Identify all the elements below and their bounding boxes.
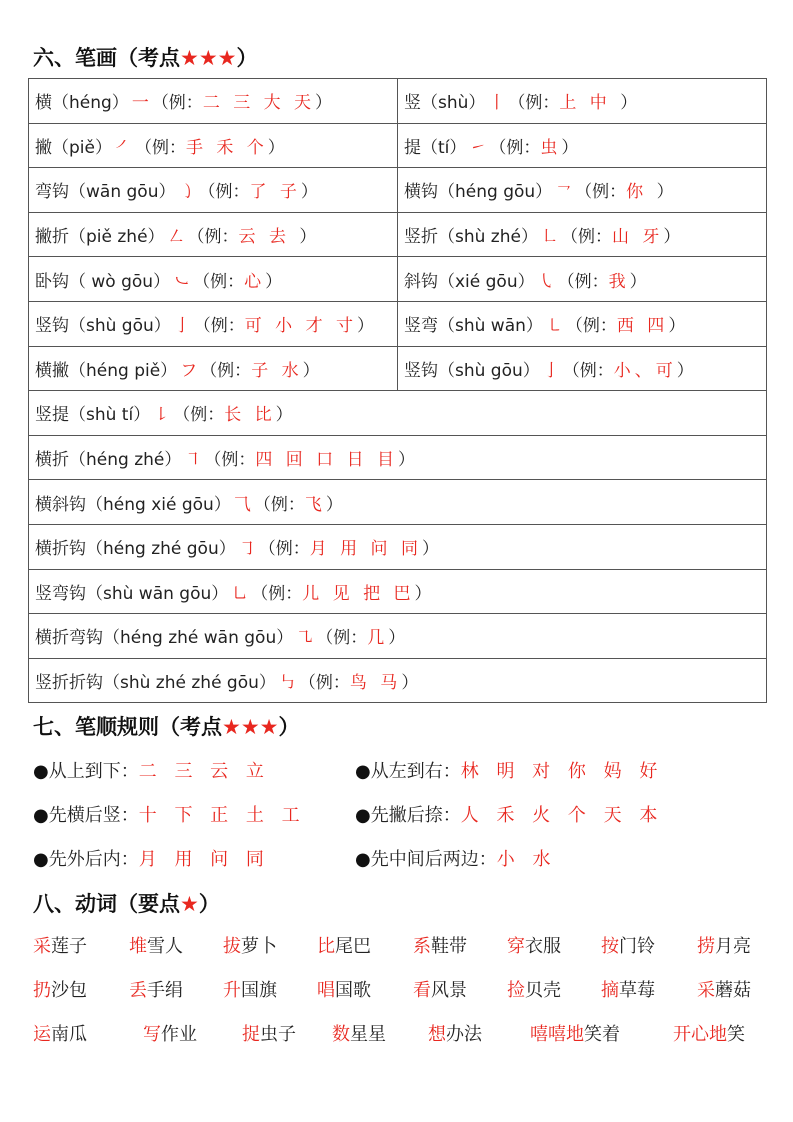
verb-word: 堆 <box>129 936 147 957</box>
verb-object: 作业 <box>161 1024 197 1045</box>
stroke-symbol: ㇆ <box>238 539 256 560</box>
section-6-heading <box>33 42 257 72</box>
stroke-name: 横折钩（héng zhé gōu） <box>35 539 236 560</box>
example-prefix: （例： <box>298 673 350 694</box>
section-7-heading <box>33 711 299 741</box>
rule-item <box>355 757 663 783</box>
example-close: ） <box>401 673 419 694</box>
stroke-name: 横钩（héng gōu） <box>404 182 553 203</box>
stroke-symbol: ㇙ <box>153 405 171 426</box>
stroke-symbol: ㇕ <box>184 450 202 471</box>
stroke-cell <box>29 346 398 391</box>
star-icon: ★★★ <box>180 46 237 70</box>
stroke-cell <box>29 658 767 703</box>
example-prefix: （例： <box>134 137 186 158</box>
example-characters: 月 用 问 同 <box>309 539 422 560</box>
stroke-cell <box>29 301 398 346</box>
verb-word: 开心地 <box>673 1024 727 1045</box>
example-prefix: （例： <box>200 360 252 381</box>
bullet-icon: ● <box>355 805 371 826</box>
stroke-symbol: ㇄ <box>545 316 563 337</box>
verb-word: 数 <box>332 1024 350 1045</box>
rule-example: 人 禾 火 个 天 本 <box>460 805 664 826</box>
stroke-symbol: ㇗ <box>540 227 558 248</box>
example-close: ） <box>676 360 694 381</box>
verb-row <box>33 976 763 1006</box>
stroke-name: 竖弯（shù wān） <box>404 316 543 337</box>
bullet-icon: ● <box>355 761 371 782</box>
verb-object: 国歌 <box>335 980 371 1001</box>
verb-phrase <box>413 976 467 1002</box>
section-8-heading <box>33 888 220 918</box>
verb-object: 办法 <box>446 1024 482 1045</box>
example-characters: 云 去 <box>238 227 300 248</box>
stroke-name: 提（tí） <box>404 137 467 158</box>
example-characters: 我 <box>608 271 630 292</box>
stroke-cell <box>29 435 767 480</box>
star-icon: ★ <box>180 892 199 916</box>
example-characters: 飞 <box>304 494 326 515</box>
table-row <box>29 435 767 480</box>
stroke-symbol: ㇟ <box>231 583 249 604</box>
example-characters: 子 水 <box>251 360 303 381</box>
example-characters: 二 三 大 天 <box>202 93 316 114</box>
verb-phrase <box>317 976 371 1002</box>
stroke-cell <box>29 212 398 257</box>
verb-object: 蘑菇 <box>715 980 751 1001</box>
rule-example: 小 水 <box>496 849 557 870</box>
example-close: ） <box>421 539 439 560</box>
verb-object: 南瓜 <box>51 1024 87 1045</box>
verb-phrase <box>129 932 183 958</box>
example-characters: 西 四 <box>616 316 669 337</box>
verb-object: 草莓 <box>619 980 655 1001</box>
stroke-name: 竖折折钩（shù zhé zhé gōu） <box>35 673 276 694</box>
verb-word: 想 <box>428 1024 446 1045</box>
stroke-cell <box>398 257 767 302</box>
example-close: ） <box>302 360 320 381</box>
stroke-cell <box>29 524 767 569</box>
stroke-symbol: フ <box>180 360 198 381</box>
table-row <box>29 658 767 703</box>
example-close: ） <box>629 271 647 292</box>
verb-phrase <box>697 976 751 1002</box>
verb-phrase <box>332 1020 386 1046</box>
rule-item <box>33 845 270 871</box>
verb-phrase <box>507 976 561 1002</box>
example-characters: 你 <box>626 182 657 203</box>
rule-label: 先撇后捺： <box>370 805 461 826</box>
verb-word: 扔 <box>33 980 51 1001</box>
example-close: ） <box>397 450 415 471</box>
rule-item <box>33 801 306 827</box>
example-characters: 山 牙 <box>611 227 664 248</box>
verb-object: 鞋带 <box>431 936 467 957</box>
stroke-cell <box>398 212 767 257</box>
example-characters: 鸟 马 <box>349 673 402 694</box>
section-8-title: 八、动词（要点 <box>33 892 180 916</box>
section-7-close: ） <box>278 715 300 739</box>
section-8-close: ） <box>198 892 220 916</box>
verb-word: 看 <box>413 980 431 1001</box>
section-6-title: 六、笔画（考点 <box>33 46 180 70</box>
verb-word: 唱 <box>317 980 335 1001</box>
verb-word: 升 <box>223 980 241 1001</box>
stroke-symbol: ㇖ <box>555 182 573 203</box>
verb-object: 手绢 <box>147 980 183 1001</box>
example-prefix: （例： <box>193 316 245 337</box>
example-close: ） <box>315 93 333 114</box>
stroke-symbol: 亅 <box>173 316 191 337</box>
stroke-cell <box>29 123 398 168</box>
stroke-cell <box>398 346 767 391</box>
example-characters: 了 子 <box>249 182 301 203</box>
strokes-table <box>28 78 767 703</box>
stroke-name: 竖钩（shù gōu） <box>404 360 540 381</box>
verb-phrase <box>242 1020 296 1046</box>
stroke-symbol: ㇒ <box>114 137 132 158</box>
verb-object: 风景 <box>431 980 467 1001</box>
verb-word: 捞 <box>697 936 715 957</box>
verb-word: 运 <box>33 1024 51 1045</box>
example-close: ） <box>325 494 343 515</box>
example-characters: 几 <box>367 628 389 649</box>
verb-phrase <box>129 976 183 1002</box>
rule-item <box>33 757 270 783</box>
table-row <box>29 569 767 614</box>
rule-label: 先中间后两边： <box>370 849 497 870</box>
example-prefix: （例： <box>193 271 245 292</box>
example-prefix: （例： <box>562 360 614 381</box>
verb-phrase <box>223 976 277 1002</box>
stroke-cell <box>29 168 398 213</box>
example-characters: 儿 见 把 巴 <box>302 583 415 604</box>
verb-object: 月亮 <box>715 936 751 957</box>
example-prefix: （例： <box>251 583 303 604</box>
stroke-name: 横（héng） <box>35 93 129 114</box>
stroke-name: 横折弯钩（héng zhé wān gōu） <box>35 628 294 649</box>
bullet-icon: ● <box>33 805 49 826</box>
stroke-cell <box>29 569 767 614</box>
stroke-name: 竖钩（shù gōu） <box>35 316 171 337</box>
verb-phrase <box>33 976 87 1002</box>
example-close: ） <box>414 583 432 604</box>
rule-label: 从上到下： <box>48 761 139 782</box>
verb-object: 虫子 <box>260 1024 296 1045</box>
verb-phrase <box>33 1020 87 1046</box>
table-row <box>29 391 767 436</box>
verb-object: 衣服 <box>525 936 561 957</box>
rule-example: 十 下 正 土 工 <box>138 805 306 826</box>
stroke-cell <box>398 79 767 124</box>
bullet-icon: ● <box>33 761 49 782</box>
example-close: ） <box>620 93 638 114</box>
verb-phrase <box>601 932 655 958</box>
verb-object: 莲子 <box>51 936 87 957</box>
example-close: ） <box>267 137 285 158</box>
example-close: ） <box>656 182 674 203</box>
stroke-symbol: 一 <box>131 93 149 114</box>
verb-word: 写 <box>143 1024 161 1045</box>
example-prefix: （例： <box>489 137 541 158</box>
example-characters: 小、可 <box>613 360 677 381</box>
verb-word: 采 <box>697 980 715 1001</box>
example-characters: 可 小 才 寸 <box>244 316 357 337</box>
verb-object: 笑 <box>727 1024 745 1045</box>
stroke-name: 横撇（héng piě） <box>35 360 178 381</box>
bullet-icon: ● <box>33 849 49 870</box>
stroke-symbol: ㇂ <box>537 271 555 292</box>
stroke-name: 斜钩（xié gōu） <box>404 271 535 292</box>
example-prefix: （例： <box>253 494 305 515</box>
example-close: ） <box>388 628 406 649</box>
verb-word: 摘 <box>601 980 619 1001</box>
example-prefix: （例： <box>173 405 225 426</box>
verb-word: 系 <box>413 936 431 957</box>
verb-object: 国旗 <box>241 980 277 1001</box>
rule-example: 二 三 云 立 <box>138 761 270 782</box>
verb-phrase <box>507 932 561 958</box>
stroke-symbol: ㇈ <box>296 628 314 649</box>
stroke-symbol: ㇁ <box>178 182 196 203</box>
table-row <box>29 346 767 391</box>
stroke-name: 竖（shù） <box>404 93 486 114</box>
example-close: ） <box>300 182 318 203</box>
stroke-name: 撇（piě） <box>35 137 112 158</box>
verb-object: 雪人 <box>147 936 183 957</box>
verb-phrase <box>413 932 467 958</box>
example-prefix: （例： <box>187 227 239 248</box>
verb-object: 门铃 <box>619 936 655 957</box>
star-icon: ★★★ <box>222 715 279 739</box>
example-close: ） <box>663 227 681 248</box>
example-close: ） <box>668 316 686 337</box>
example-close: ） <box>265 271 283 292</box>
section-6-close: ） <box>236 46 258 70</box>
rule-item <box>355 801 663 827</box>
stroke-cell <box>29 257 398 302</box>
verb-word: 采 <box>33 936 51 957</box>
section-7-title: 七、笔顺规则（考点 <box>33 715 222 739</box>
verb-object: 笑着 <box>584 1024 620 1045</box>
stroke-symbol: ㇀ <box>469 137 487 158</box>
table-row <box>29 257 767 302</box>
verb-phrase <box>317 932 371 958</box>
rule-example: 林 明 对 你 妈 好 <box>460 761 664 782</box>
verb-word: 按 <box>601 936 619 957</box>
stroke-cell <box>398 168 767 213</box>
example-characters: 虫 <box>540 137 562 158</box>
stroke-symbol: ㇉ <box>278 673 296 694</box>
stroke-symbol: 丨 <box>488 93 506 114</box>
stroke-symbol: 亅 <box>542 360 560 381</box>
stroke-name: 竖折（shù zhé） <box>404 227 538 248</box>
example-prefix: （例： <box>508 93 560 114</box>
verb-phrase <box>223 932 277 958</box>
verb-object: 星星 <box>350 1024 386 1045</box>
verb-object: 尾巴 <box>335 936 371 957</box>
verb-word: 拔 <box>223 936 241 957</box>
example-prefix: （例： <box>151 93 203 114</box>
stroke-cell <box>398 301 767 346</box>
example-prefix: （例： <box>204 450 256 471</box>
verb-phrase <box>33 932 87 958</box>
bullet-icon: ● <box>355 849 371 870</box>
verb-word: 穿 <box>507 936 525 957</box>
verb-word: 丢 <box>129 980 147 1001</box>
table-row <box>29 301 767 346</box>
stroke-cell <box>29 480 767 525</box>
verb-phrase <box>143 1020 197 1046</box>
verb-row <box>33 1020 763 1050</box>
rule-label: 先横后竖： <box>48 805 139 826</box>
example-characters: 上 中 <box>559 93 621 114</box>
verb-object: 贝壳 <box>525 980 561 1001</box>
stroke-name: 卧钩（ wò gōu） <box>35 271 171 292</box>
table-row <box>29 524 767 569</box>
example-prefix: （例： <box>258 539 310 560</box>
verb-word: 嘻嘻地 <box>530 1024 584 1045</box>
verb-word: 捉 <box>242 1024 260 1045</box>
verb-object: 萝卜 <box>241 936 277 957</box>
example-prefix: （例： <box>565 316 617 337</box>
table-row <box>29 168 767 213</box>
rule-example: 月 用 问 同 <box>138 849 270 870</box>
verb-phrase <box>673 1020 745 1046</box>
verb-object: 沙包 <box>51 980 87 1001</box>
verb-phrase <box>697 932 751 958</box>
example-close: ） <box>561 137 579 158</box>
example-close: ） <box>299 227 317 248</box>
stroke-name: 撇折（piě zhé） <box>35 227 165 248</box>
example-close: ） <box>357 316 374 337</box>
stroke-name: 竖弯钩（shù wān gōu） <box>35 583 229 604</box>
stroke-symbol: ⺄ <box>233 494 251 515</box>
rule-item <box>355 845 556 871</box>
stroke-cell <box>29 391 767 436</box>
verb-phrase <box>530 1020 620 1046</box>
stroke-cell <box>29 614 767 659</box>
stroke-symbol: ㇃ <box>173 271 191 292</box>
table-row <box>29 79 767 124</box>
stroke-name: 竖提（shù tí） <box>35 405 151 426</box>
example-prefix: （例： <box>575 182 627 203</box>
stroke-cell <box>398 123 767 168</box>
verb-phrase <box>601 976 655 1002</box>
table-row <box>29 614 767 659</box>
example-close: ） <box>275 405 293 426</box>
example-characters: 四 回 口 日 目 <box>255 450 398 471</box>
table-row <box>29 480 767 525</box>
example-prefix: （例： <box>560 227 612 248</box>
example-prefix: （例： <box>316 628 368 649</box>
example-characters: 手 禾 个 <box>185 137 268 158</box>
stroke-name: 横斜钩（héng xié gōu） <box>35 494 231 515</box>
stroke-symbol: ㇜ <box>167 227 185 248</box>
verb-word: 比 <box>317 936 335 957</box>
verb-word: 捡 <box>507 980 525 1001</box>
stroke-name: 横折（héng zhé） <box>35 450 182 471</box>
example-prefix: （例： <box>198 182 250 203</box>
stroke-name: 弯钩（wān gōu） <box>35 182 176 203</box>
verb-phrase <box>428 1020 482 1046</box>
rule-label: 先外后内： <box>48 849 139 870</box>
table-row <box>29 123 767 168</box>
example-characters: 长 比 <box>224 405 276 426</box>
example-characters: 心 <box>244 271 266 292</box>
example-prefix: （例： <box>557 271 609 292</box>
stroke-cell <box>29 79 398 124</box>
table-row <box>29 212 767 257</box>
rule-label: 从左到右： <box>370 761 461 782</box>
verb-row <box>33 932 763 962</box>
